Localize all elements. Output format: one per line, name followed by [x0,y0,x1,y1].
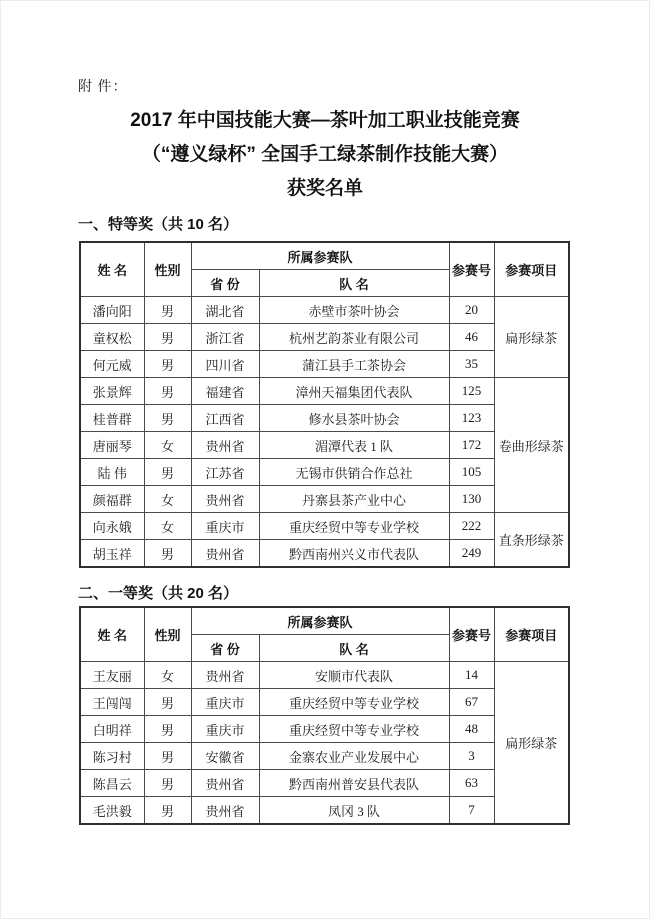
cell-team: 黔西南州兴义市代表队 [259,540,449,568]
cell-province: 湖北省 [191,297,259,324]
cell-gender: 女 [144,662,191,689]
cell-team: 重庆经贸中等专业学校 [259,716,449,743]
first-prize-table-container [79,606,570,825]
header-name: 姓 名 [80,607,144,662]
cell-gender: 女 [144,432,191,459]
cell-province: 福建省 [191,378,259,405]
cell-name: 白明祥 [80,716,144,743]
header-gender: 性别 [144,242,191,297]
header-team: 队 名 [259,270,449,297]
table-row [80,297,569,324]
cell-number: 172 [449,432,494,459]
cell-province: 贵州省 [191,486,259,513]
cell-province: 江苏省 [191,459,259,486]
cell-province: 浙江省 [191,324,259,351]
cell-name: 唐丽琴 [80,432,144,459]
section-heading-first-prize: 二、一等奖（共 20 名） [78,585,239,602]
cell-team: 安顺市代表队 [259,662,449,689]
cell-province: 重庆市 [191,513,259,540]
cell-name: 胡玉祥 [80,540,144,568]
cell-name: 陈习村 [80,743,144,770]
cell-gender: 男 [144,743,191,770]
cell-team: 无锡市供销合作总社 [259,459,449,486]
cell-province: 贵州省 [191,432,259,459]
header-gender: 性别 [144,607,191,662]
cell-name: 王闯闯 [80,689,144,716]
cell-gender: 男 [144,459,191,486]
header-team: 队 名 [259,635,449,662]
cell-team: 蒲江县手工茶协会 [259,351,449,378]
cell-province: 贵州省 [191,770,259,797]
cell-project: 直条形绿茶 [494,513,569,568]
table-row [80,662,569,689]
cell-gender: 男 [144,324,191,351]
cell-gender: 男 [144,351,191,378]
cell-province: 重庆市 [191,689,259,716]
cell-team: 黔西南州普安县代表队 [259,770,449,797]
cell-number: 105 [449,459,494,486]
cell-province: 贵州省 [191,662,259,689]
document-title [0,104,650,206]
cell-gender: 女 [144,513,191,540]
cell-name: 桂普群 [80,405,144,432]
cell-province: 江西省 [191,405,259,432]
cell-team: 凤冈 3 队 [259,797,449,825]
cell-gender: 女 [144,486,191,513]
cell-team: 漳州天福集团代表队 [259,378,449,405]
cell-number: 123 [449,405,494,432]
cell-number: 7 [449,797,494,825]
cell-project: 扁形绿茶 [494,662,569,825]
cell-number: 222 [449,513,494,540]
cell-team: 重庆经贸中等专业学校 [259,689,449,716]
header-number: 参赛号 [449,607,494,662]
cell-team: 金寨农业产业发展中心 [259,743,449,770]
cell-team: 赤壁市茶叶协会 [259,297,449,324]
cell-gender: 男 [144,378,191,405]
cell-name: 童权松 [80,324,144,351]
header-team-group: 所属参赛队 [191,242,449,270]
header-province: 省 份 [191,270,259,297]
cell-project: 扁形绿茶 [494,297,569,378]
cell-team: 杭州艺韵茶业有限公司 [259,324,449,351]
awards-table [79,606,570,825]
cell-province: 安徽省 [191,743,259,770]
section-heading-special-prize: 一、特等奖（共 10 名） [78,216,239,233]
cell-number: 67 [449,689,494,716]
special-prize-table-container [79,241,570,568]
attachment-label: 附 件： [78,80,128,95]
cell-name: 陈昌云 [80,770,144,797]
cell-gender: 男 [144,716,191,743]
title-line-2: （“遵义绿杯” 全国手工绿茶制作技能大赛） [141,144,509,165]
cell-province: 贵州省 [191,797,259,825]
cell-number: 14 [449,662,494,689]
cell-name: 王友丽 [80,662,144,689]
cell-name: 向永娥 [80,513,144,540]
cell-gender: 男 [144,405,191,432]
cell-gender: 男 [144,689,191,716]
table-row [80,513,569,540]
header-project: 参赛项目 [494,242,569,297]
cell-province: 四川省 [191,351,259,378]
header-province: 省 份 [191,635,259,662]
cell-gender: 男 [144,797,191,825]
cell-province: 重庆市 [191,716,259,743]
title-line-1: 2017 年中国技能大赛—茶叶加工职业技能竞赛 [130,110,520,131]
cell-name: 张景辉 [80,378,144,405]
cell-number: 63 [449,770,494,797]
cell-number: 130 [449,486,494,513]
cell-name: 何元威 [80,351,144,378]
header-name: 姓 名 [80,242,144,297]
cell-number: 3 [449,743,494,770]
cell-project: 卷曲形绿茶 [494,378,569,513]
cell-name: 毛洪毅 [80,797,144,825]
cell-team: 重庆经贸中等专业学校 [259,513,449,540]
cell-team: 丹寨县茶产业中心 [259,486,449,513]
header-project: 参赛项目 [494,607,569,662]
cell-name: 潘向阳 [80,297,144,324]
cell-number: 20 [449,297,494,324]
cell-gender: 男 [144,297,191,324]
cell-gender: 男 [144,770,191,797]
table-row [80,378,569,405]
awards-table [79,241,570,568]
header-number: 参赛号 [449,242,494,297]
cell-number: 249 [449,540,494,568]
title-line-3: 获奖名单 [286,178,363,199]
cell-team: 修水县茶叶协会 [259,405,449,432]
cell-name: 陆 伟 [80,459,144,486]
cell-team: 湄潭代表 1 队 [259,432,449,459]
cell-number: 125 [449,378,494,405]
cell-province: 贵州省 [191,540,259,568]
cell-gender: 男 [144,540,191,568]
cell-number: 48 [449,716,494,743]
cell-number: 46 [449,324,494,351]
header-team-group: 所属参赛队 [191,607,449,635]
cell-number: 35 [449,351,494,378]
cell-name: 颜福群 [80,486,144,513]
